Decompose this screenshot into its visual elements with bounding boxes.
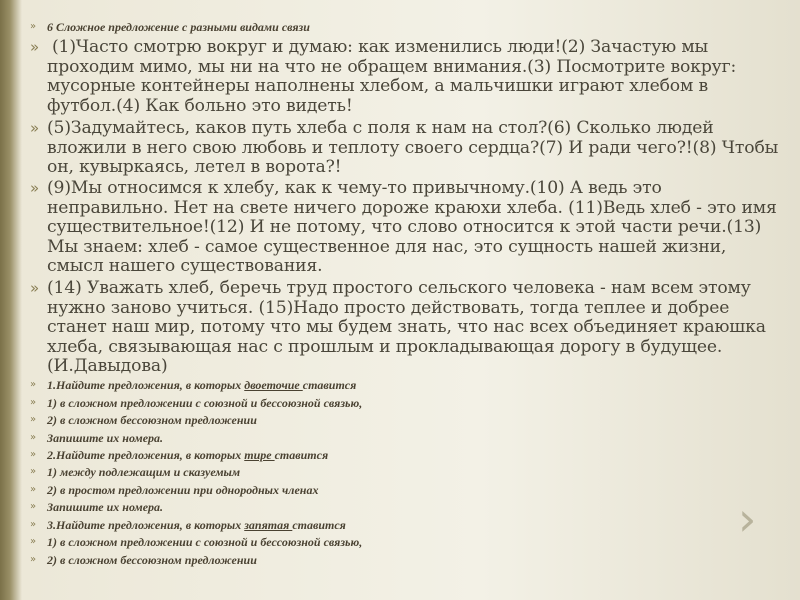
- paragraph-text: (5)Задумайтесь, каков путь хлеба с поля к нам на стол?(6) Сколько людей вложили в него свою любовь и теплоту своего сердца?(7) И ради чего?!(8) Чтобы он, кувыркаясь, летел в ворота?!: [47, 118, 779, 178]
- task-text: ставится: [292, 518, 346, 532]
- bullet-icon: »: [30, 554, 37, 565]
- bullet-icon: »: [30, 536, 37, 547]
- bullet-icon: »: [30, 38, 40, 56]
- task-text: 2.Найдите предложения, в которых: [47, 448, 245, 462]
- bullet-icon: »: [30, 432, 37, 443]
- slide-title: 6 Сложное предложение с разными видами связи: [47, 20, 310, 34]
- task-text: ставится: [302, 378, 357, 392]
- bullet-icon: »: [30, 21, 37, 32]
- task-keyword: запятая: [244, 518, 293, 532]
- bullet-icon: »: [30, 484, 37, 495]
- task-keyword: тире: [244, 448, 275, 462]
- task-text: Запишите их номера.: [47, 431, 164, 445]
- bullet-icon: »: [30, 466, 37, 477]
- paragraph-text: (9)Мы относимся к хлебу, как к чему-то привычному.(10) А ведь это неправильно. Нет на свете ничего дороже краюхи хлеба. (11)Ведь хлеб - это имя существительное!(12) И не потому, что слово относится к этой части речи.(13) Мы знаем: хлеб - самое существенное для нас, это сущность нашей жизни, смысл нашего существования.: [47, 178, 777, 277]
- paragraph-text: (14) Уважать хлеб, беречь труд простого сельского человека - нам всем этому нужно заново учиться. (15)Надо просто действовать, тогда теплее и добрее станет наш мир, потому что мы будем знать, что нас всех объединяет краюшка хлеба, связывающая нас с прошлым и прокладывающая дорогу в будущее. (И.Давыдова): [47, 278, 766, 377]
- task-keyword: двоеточие: [244, 378, 303, 392]
- task-text: 2) в сложном бессоюзном предложении: [47, 413, 257, 427]
- bullet-icon: »: [30, 279, 40, 297]
- bullet-icon: »: [30, 179, 40, 197]
- bullet-icon: »: [30, 119, 40, 137]
- task-text: 2) в простом предложении при однородных членах: [47, 483, 319, 497]
- paragraph-text: (1)Часто смотрю вокруг и думаю: как изменились люди!(2) Зачастую мы проходим мимо, мы ни на что не обращем внимания.(3) Посмотрите вокруг: мусорные контейнеры наполнены хлебом, а мальчишки играют хлебом в футбол.(4) Как больно это видеть!: [47, 37, 737, 116]
- task-text: 3.Найдите предложения, в которых: [47, 518, 245, 532]
- task-text: 1) между подлежащим и сказуемым: [47, 465, 241, 479]
- task-text: 1) в сложном предложении с союзной и бессоюзной связью,: [47, 535, 363, 549]
- next-slide-chevron-icon[interactable]: ›: [738, 492, 757, 546]
- task-text: 1) в сложном предложении с союзной и бессоюзной связью,: [47, 396, 363, 410]
- bullet-icon: »: [30, 397, 37, 408]
- slide: [30, 14, 782, 590]
- bullet-icon: »: [30, 519, 37, 530]
- bullet-icon: »: [30, 501, 37, 512]
- task-text: Запишите их номера.: [47, 500, 164, 514]
- bullet-icon: »: [30, 449, 37, 460]
- bullet-icon: »: [30, 414, 37, 425]
- task-text: 1.Найдите предложения, в которых: [47, 378, 245, 392]
- bullet-icon: »: [30, 379, 37, 390]
- task-text: 2) в сложном бессоюзном предложении: [47, 553, 257, 567]
- task-text: ставится: [274, 448, 329, 462]
